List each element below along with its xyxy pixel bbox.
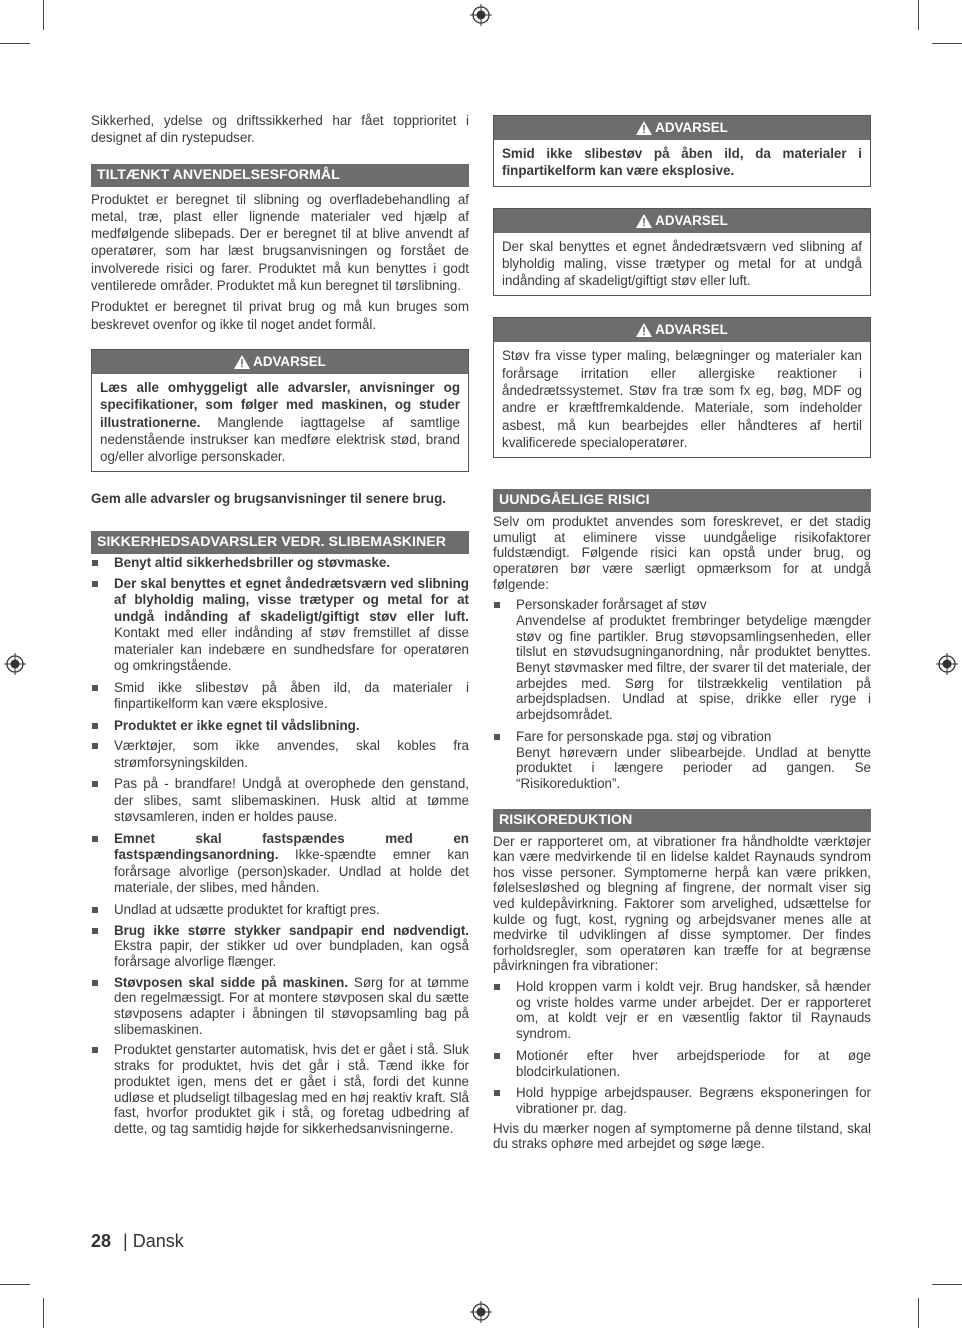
- registration-mark-icon: [936, 653, 958, 675]
- language-label: | Dansk: [123, 1231, 184, 1251]
- page-footer: [91, 1231, 184, 1252]
- section-header-risk-reduction: RISIKOREDUKTION: [493, 809, 871, 832]
- warning-triangle-icon: [636, 323, 652, 337]
- list-item: Motionér efter hver arbejdsperiode for at øge blodcirkulationen.: [493, 1048, 871, 1079]
- list-item: Hold kroppen varm i koldt vejr. Brug handsker, så hænder og vriste holdes varme under arbejdet. Der er rapporteret om, at koldt vejr er en væsentlig faktor til Raynauds syndrom.: [493, 979, 871, 1042]
- warning-header: [494, 209, 870, 233]
- crop-mark: [932, 1284, 962, 1285]
- warning-triangle-icon: [636, 214, 652, 228]
- warning-bold-text: Læs alle omhyggeligt alle advarsler, anvisninger og specifikationer, som følger med maskinen, og studer illustrationerne.: [100, 379, 460, 430]
- warning-label: ADVARSEL: [655, 212, 728, 228]
- section-header-safety: SIKKERHEDSADVARSLER VEDR. SLIBEMASKINER: [91, 531, 469, 554]
- risks-list: [493, 597, 871, 791]
- list-item: Benyt altid sikkerhedsbriller og støvmaske.: [91, 555, 469, 571]
- risk-reduction-closing: Hvis du mærker nogen af symptomerne på denne tilstand, skal du straks ophøre med arbejdet og søge læge.: [493, 1120, 871, 1152]
- crop-mark: [932, 43, 962, 44]
- intended-use-paragraph: Produktet er beregnet til slibning og overfladebehandling af metal, træ, plast eller lignende materialer ved hjælp af medfølgende slibepads. Der er beregnet til at blive anvendt af operatører, som har læst brugsanvisningen og forstået de involverede risici og farer. Produktet må kun benyttes i godt ventilerede områder. Produktet må kun beregnet til tørslibning.: [91, 191, 469, 294]
- list-item: Produktet genstarter automatisk, hvis det er gået i stå. Sluk straks for produktet, hvis det går i stå. Tænd ikke for produktet igen, mens det er gået i stå, fordi det kunne udløse et pludseligt tilbageslag med en høj reaktiv kraft. Slå fast, hvorfor produktet gik i stå, og foretag udbedring af dette, og tag samtidig højde for sikkerhedsanvisningerne.: [91, 1042, 469, 1136]
- warning-box: [91, 349, 469, 472]
- warning-header: [494, 318, 870, 342]
- risk-reduction-list: [493, 979, 871, 1117]
- right-column: [493, 112, 871, 1152]
- intended-use-paragraph: Produktet er beregnet til privat brug og må kun bruges som beskrevet ovenfor og ikke til noget andet formål.: [91, 299, 469, 332]
- warning-label: ADVARSEL: [253, 353, 326, 369]
- registration-mark-icon: [4, 653, 26, 675]
- warning-header: [494, 116, 870, 140]
- crop-mark: [43, 0, 44, 30]
- crop-mark: [0, 43, 30, 44]
- crop-mark: [918, 1298, 919, 1328]
- warning-triangle-icon: [234, 355, 250, 369]
- crop-mark: [43, 1298, 44, 1328]
- warning-label: ADVARSEL: [655, 120, 728, 135]
- warning-body: Støv fra visse typer maling, belægninger og materialer kan forårsage irritation eller allergiske reaktioner i åndedrætssystemet. Støv fra træ som fx eg, bøg, MDF og andre er kræftfremkaldende. Materiale, som indeholder asbest, må kun bearbejdes eller håndteres af hertil kvalificerede specialoperatører.: [502, 348, 862, 450]
- list-item: Værktøjer, som ikke anvendes, skal kobles fra strømforsyningskilden.: [91, 738, 469, 771]
- section-header-intended-use: TILTÆNKT ANVENDELSESFORMÅL: [91, 164, 469, 187]
- page-number: 28: [91, 1231, 112, 1251]
- list-item: Støvposen skal sidde på maskinen. Sørg for at tømme den regelmæssigt. For at montere støvposen skal du sætte støvposens adapter i åbningen til støvopsamling bag på slibemaskinen.: [91, 975, 469, 1038]
- warning-box: [493, 317, 871, 458]
- list-item: Undlad at udsætte produktet for kraftigt pres.: [91, 902, 469, 918]
- list-item: Der skal benyttes et egnet åndedrætsværn ved slibning af blyholdig maling, visse trætyper og metal for at undgå indånding af skadeligt/giftigt støv eller luft. Kontakt med eller indånding af støv fremstillet af disse materialer kan indebære en sundhedsfare for operatøren og omkringstående.: [91, 576, 469, 675]
- warning-label: ADVARSEL: [655, 322, 728, 338]
- list-item: Hold hyppige arbejdspauser. Begræns eksponeringen for vibrationer pr. dag.: [493, 1085, 871, 1116]
- safety-list: [91, 555, 469, 1137]
- warning-body: [92, 374, 468, 471]
- list-item: Produktet er ikke egnet til vådslibning.: [91, 718, 469, 734]
- warning-body: Der skal benyttes et egnet åndedrætsværn ved slibning af blyholdig maling, visse trætyper og metal for at undgå indånding af skadeligt/giftigt støv eller luft.: [502, 238, 862, 289]
- list-item: Emnet skal fastspændes med en fastspændingsanordning. Ikke-spændte emner kan forårsage alvorlige (person)skader. Undlad at holde det materiale, der slibes, med hånden.: [91, 831, 469, 897]
- crop-mark: [0, 1284, 30, 1285]
- registration-mark-icon: [470, 4, 492, 26]
- warning-text: Manglende iagttagelse af samtlige nedenstående instrukser kan medføre elektrisk stød, brand og/eller alvorlige personskader.: [100, 414, 460, 465]
- list-item: Personskader forårsaget af støv Anvendelse af produktet frembringer betydelige mængder støv og fine partikler. Brug støvopsamlingsenheden, eller tilslut en støvudsugninganordning, når produktet benyttes. Benyt støvmasker med filtre, der svarer til det materiale, der arbejdes med. Sørg for tilstrækkelig ventilation på arbejdspladsen. Undlad at spise, drikke eller ryge i arbejdsområdet.: [493, 597, 871, 723]
- registration-mark-icon: [470, 1301, 492, 1323]
- intro-text: Sikkerhed, ydelse og driftssikkerhed har fået topprioritet i designet af din rystepudser.: [91, 113, 469, 146]
- crop-mark: [918, 0, 919, 30]
- list-item: Brug ikke større stykker sandpapir end nødvendigt. Ekstra papir, der stikker ud over bundpladen, kan også forårsage alvorlige flænger.: [91, 923, 469, 970]
- warning-box: [493, 115, 871, 187]
- keep-instructions-note: Gem alle advarsler og brugsanvisninger til senere brug.: [91, 491, 446, 507]
- section-header-risks: UUNDGÅELIGE RISICI: [493, 489, 871, 512]
- risk-reduction-paragraph: Der er rapporteret om, at vibrationer fra håndholdte værktøjer kan være medvirkende til en lidelse kaldet Raynauds syndrom hos visse personer. Symptomerne herpå kan være prikken, følelsesløshed og blegning af fingrene, der normalt viser sig ved kuldepåvirkning. Faktorer som arvelighed, udsættelse for kulde og fugt, kost, rygning og arbejdsvaner menes alle at medvirke til udviklingen af disse symptomer. Der findes forholdsregler, som operatøren kan træffe for at begrænse påvirkningen fra vibrationer:: [493, 833, 871, 974]
- warning-header: [92, 350, 468, 374]
- warning-box: [493, 208, 871, 297]
- list-item: Smid ikke slibestøv på åben ild, da materialer i finpartikelform kan være eksplosive.: [91, 680, 469, 713]
- list-item: Fare for personskade pga. støj og vibration Benyt høreværn under slibearbejde. Undlad at benytte produktet i længere perioder ad gangen. Se “Risikoreduktion”.: [493, 729, 871, 792]
- warning-triangle-icon: [636, 121, 652, 135]
- warning-body: Smid ikke slibestøv på åben ild, da materialer i finpartikelform kan være eksplosive.: [502, 146, 862, 179]
- risks-paragraph: Selv om produktet anvendes som foreskrevet, er det stadig umuligt at eliminere visse uundgåelige risikofaktorer fuldstændigt. Følgende risici kan opstå under brug, og operatøren bør være særligt opmærksom for at undgå følgende:: [493, 514, 871, 592]
- left-column: [91, 112, 469, 1137]
- list-item: Pas på - brandfare! Undgå at overophede den genstand, der slibes, samt slibemaskinen. Husk altid at tømme støvsamleren, inden er holdes pause.: [91, 776, 469, 826]
